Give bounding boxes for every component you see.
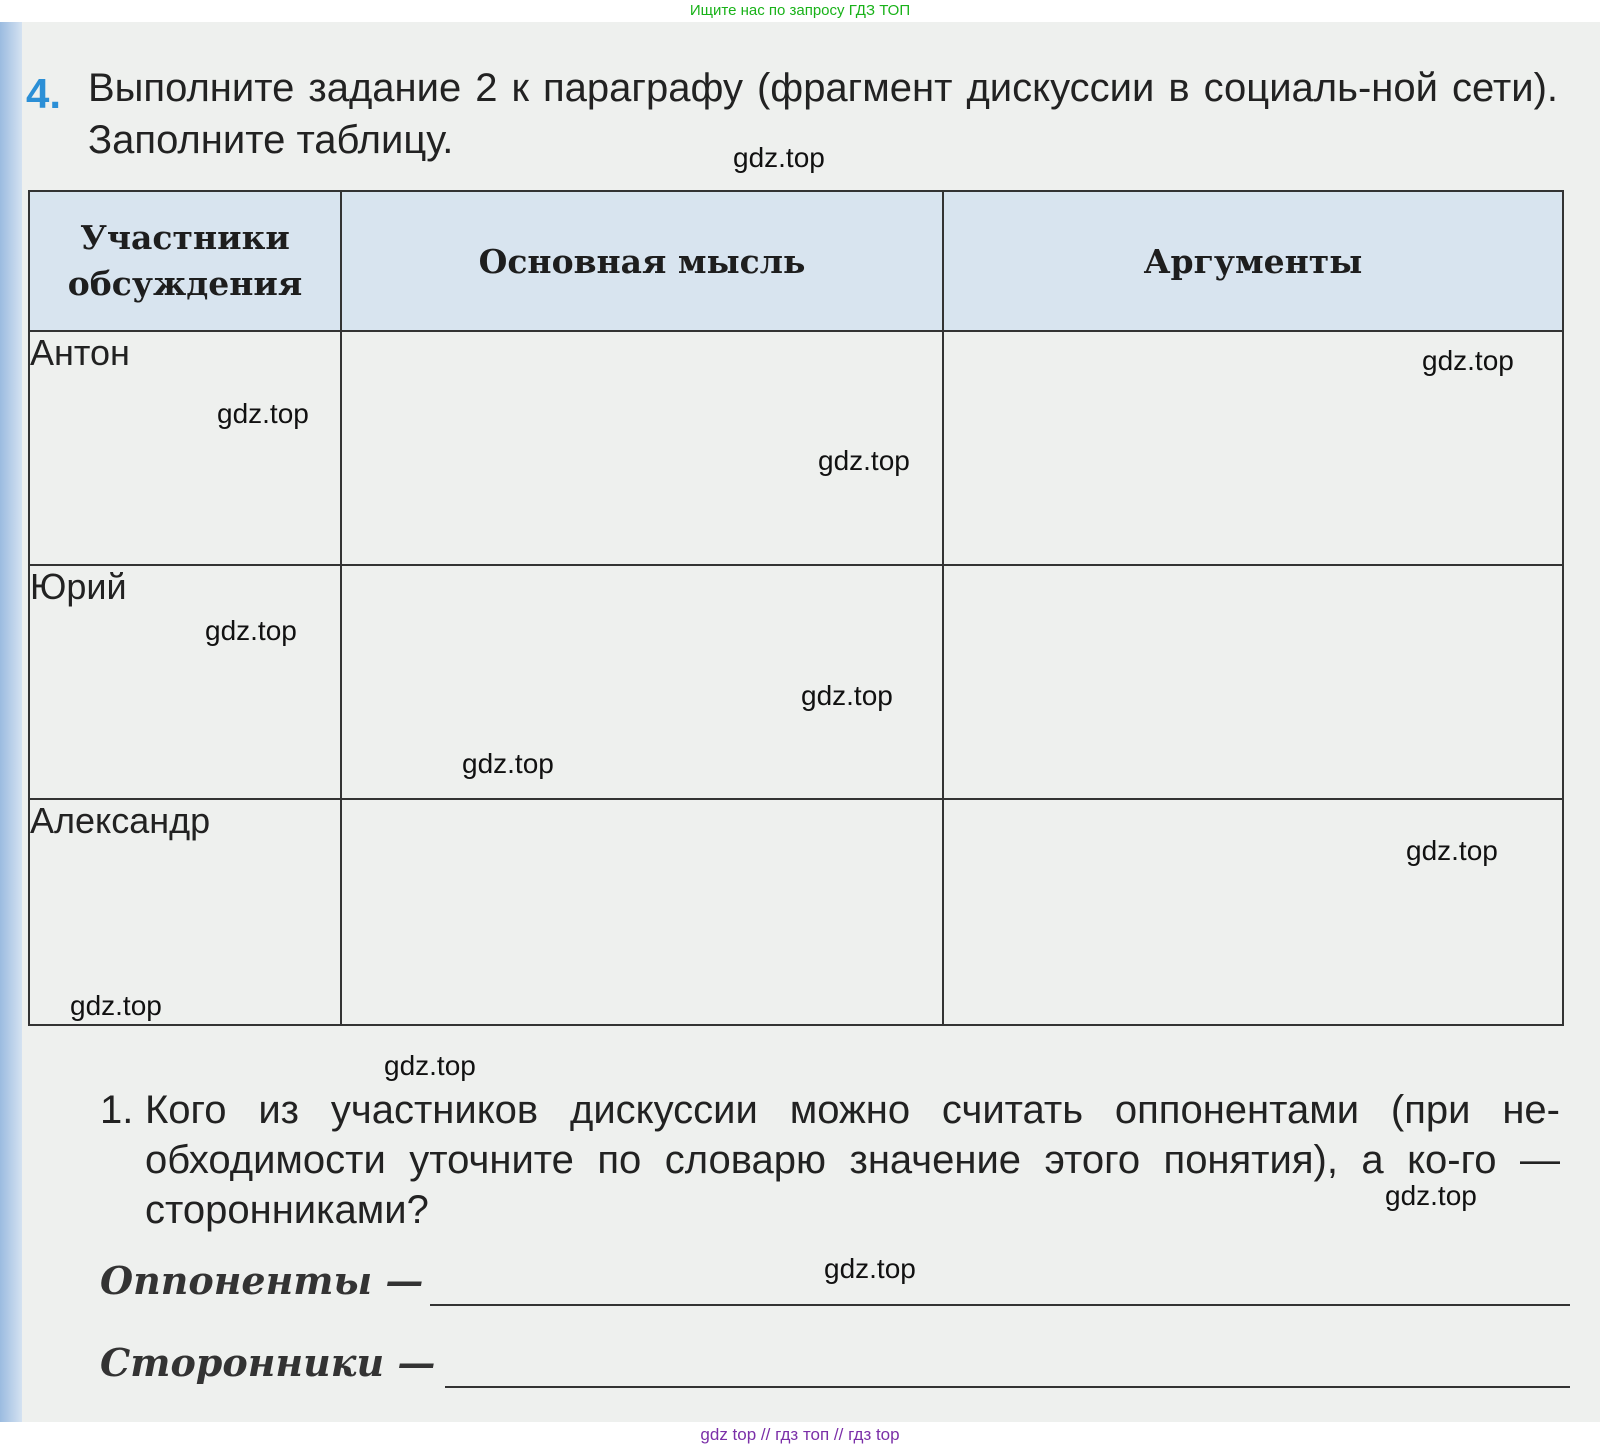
table-row — [29, 331, 1563, 565]
participant-name: Антон — [29, 331, 341, 565]
watermark: gdz.top — [70, 990, 162, 1021]
header-participants: Участники обсуждения — [29, 191, 341, 331]
table-row — [29, 565, 1563, 799]
watermark: gdz.top — [733, 142, 825, 173]
watermark: gdz.top — [824, 1253, 916, 1284]
watermark: gdz.top — [217, 398, 309, 429]
header-arguments: Аргументы — [943, 191, 1563, 331]
question-block — [100, 1085, 1560, 1235]
arguments-cell[interactable] — [943, 799, 1563, 1025]
participant-name: Юрий — [29, 565, 341, 799]
watermark: gdz.top — [384, 1050, 476, 1081]
page-edge-stripe — [0, 22, 22, 1422]
watermark: gdz.top — [818, 445, 910, 476]
supporters-answer-row — [100, 1340, 1570, 1396]
watermark: gdz.top — [1385, 1180, 1477, 1211]
top-banner[interactable]: Ищите нас по запросу ГДЗ ТОП — [0, 0, 1600, 22]
supporters-label: Сторонники — — [100, 1340, 436, 1385]
table-row — [29, 799, 1563, 1025]
opponents-answer-line[interactable] — [430, 1304, 1570, 1306]
watermark: gdz.top — [462, 748, 554, 779]
task-instruction: Выполните задание 2 к параграфу (фрагмент дискуссии в социаль-ной сети). Заполните таблицу. — [88, 66, 1558, 162]
watermark: gdz.top — [205, 615, 297, 646]
main-idea-cell[interactable] — [341, 799, 943, 1025]
arguments-cell[interactable] — [943, 565, 1563, 799]
watermark: gdz.top — [1422, 345, 1514, 376]
watermark: gdz.top — [801, 680, 893, 711]
participant-name: Александр — [29, 799, 341, 1025]
task-number: 4. — [26, 70, 62, 117]
question-text: Кого из участников дискуссии можно считать оппонентами (при не-обходимости уточните по словарю значение этого понятия), а ко-го — сторонниками? — [145, 1088, 1560, 1232]
supporters-answer-line[interactable] — [445, 1386, 1570, 1388]
bottom-banner[interactable]: gdz top // гдз топ // гдз top — [0, 1422, 1600, 1448]
opponents-label: Оппоненты — — [100, 1258, 424, 1303]
watermark: gdz.top — [1406, 835, 1498, 866]
discussion-table — [28, 190, 1564, 1026]
question-number: 1. — [100, 1088, 134, 1132]
header-main-idea: Основная мысль — [341, 191, 943, 331]
table-header-row — [29, 191, 1563, 331]
